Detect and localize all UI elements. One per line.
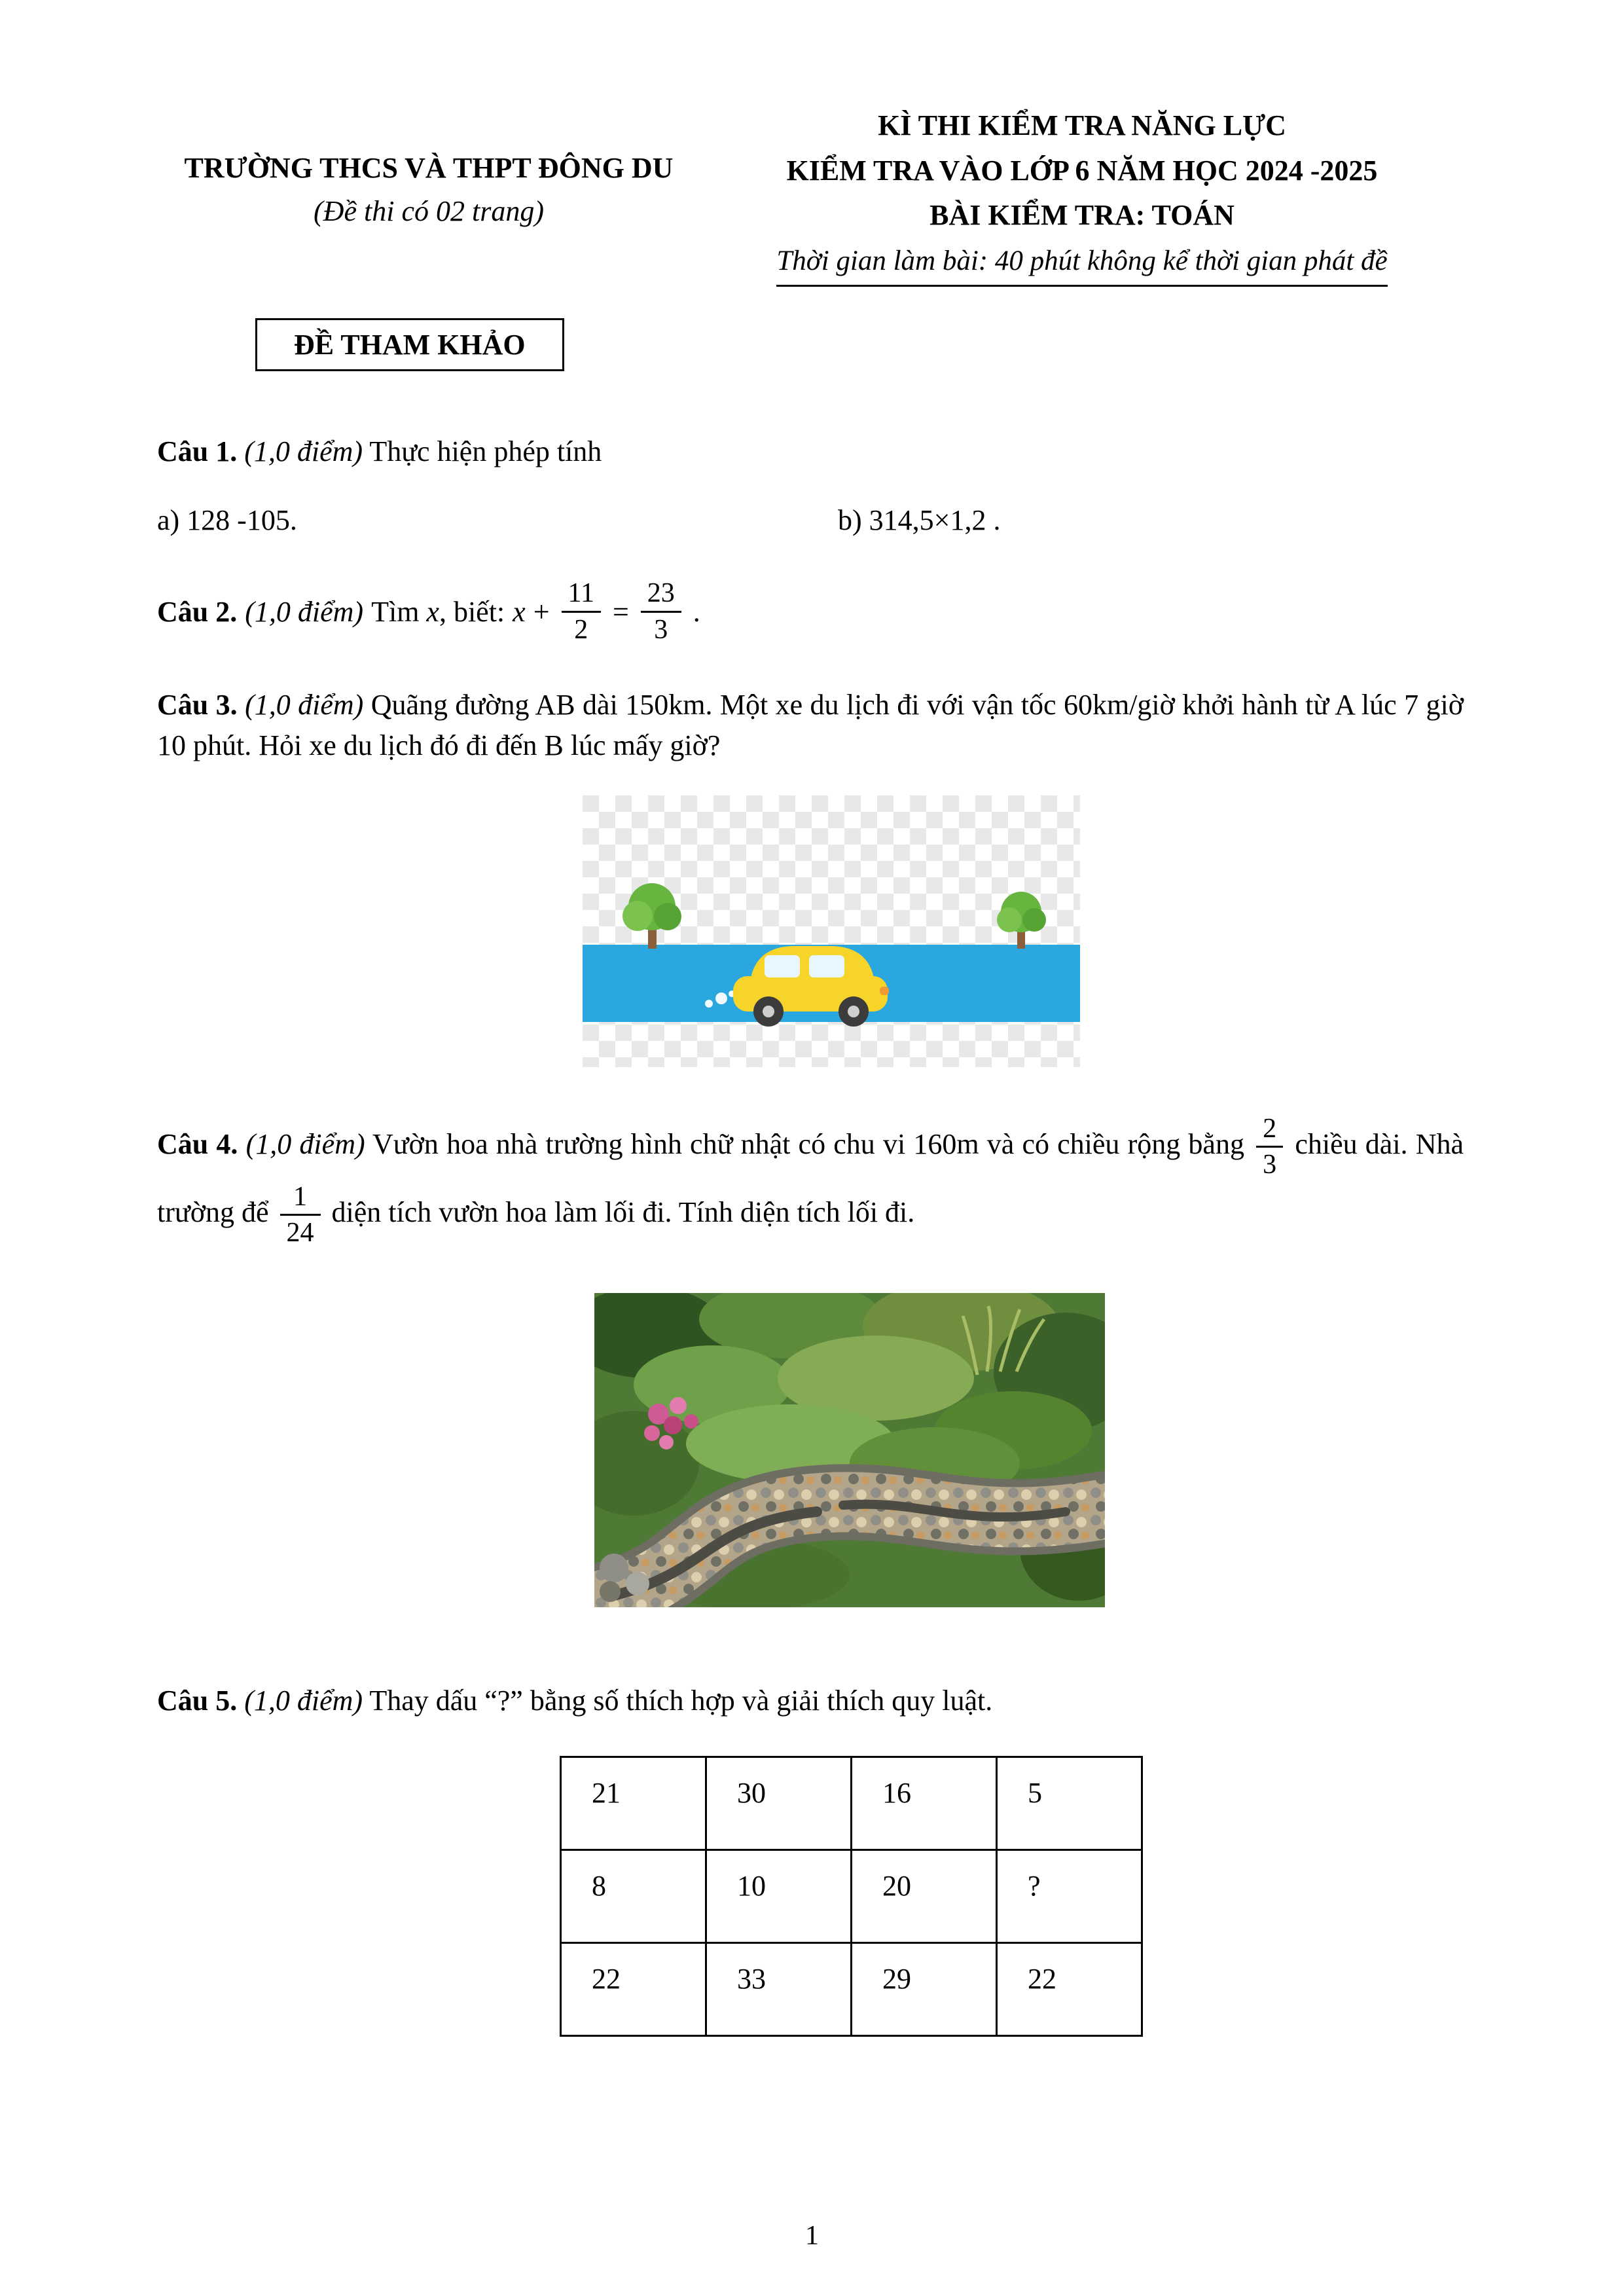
question-4 bbox=[157, 1113, 1464, 1248]
number-pattern-table bbox=[560, 1756, 1143, 2037]
plus-sign: + bbox=[533, 595, 550, 628]
question-5 bbox=[157, 1681, 1464, 1721]
question-1-label: Câu 1. bbox=[157, 435, 238, 467]
exam-header bbox=[157, 103, 1464, 287]
question-1-part-a: a) 128 -105. bbox=[157, 504, 297, 537]
garden-path-illustration bbox=[594, 1293, 1105, 1607]
question-4-points: (1,0 điểm) bbox=[245, 1127, 365, 1160]
table-cell: 8 bbox=[561, 1850, 706, 1942]
question-3-points: (1,0 điểm) bbox=[245, 689, 364, 721]
question-2-var: x bbox=[513, 595, 526, 628]
table-row bbox=[561, 1942, 1142, 2035]
table-cell: 22 bbox=[561, 1942, 706, 2035]
question-3-text: Quãng đường AB dài 150km. Một xe du lịch đi với vận tốc 60km/giờ khởi hành từ A lúc 7 giờ 10 phút. Hỏi xe du lịch đó đi đến B lúc mấy giờ? bbox=[157, 689, 1464, 762]
table-cell: 33 bbox=[706, 1942, 852, 2035]
question-4-label: Câu 4. bbox=[157, 1127, 238, 1160]
car-road-illustration bbox=[583, 795, 1080, 1067]
table-row bbox=[561, 1757, 1142, 1850]
exam-title-line1: KÌ THI KIỂM TRA NĂNG LỰC bbox=[878, 109, 1286, 141]
question-1-part-b: b) 314,5×1,2 . bbox=[838, 504, 1001, 537]
equals-sign: = bbox=[612, 595, 629, 628]
table-cell: 21 bbox=[561, 1757, 706, 1850]
fraction-2-3: $\frac{2}{3}$ bbox=[1256, 1113, 1283, 1181]
question-2 bbox=[157, 577, 1464, 646]
question-5-points: (1,0 điểm) bbox=[244, 1685, 363, 1717]
header-left bbox=[157, 103, 700, 233]
question-1-points: (1,0 điểm) bbox=[244, 435, 363, 467]
question-1-text: Thực hiện phép tính bbox=[369, 435, 602, 467]
question-4-text3: diện tích vườn hoa làm lối đi. Tính diện tích lối đi. bbox=[331, 1195, 915, 1228]
time-note: Thời gian làm bài: 40 phút không kể thời gian phát đề bbox=[776, 239, 1387, 287]
table-cell: 5 bbox=[997, 1757, 1142, 1850]
question-4-text2: chiều dài. Nhà trường để bbox=[157, 1127, 1464, 1228]
period: . bbox=[693, 595, 700, 628]
table-cell: 10 bbox=[706, 1850, 852, 1942]
question-4-text1: Vườn hoa nhà trường hình chữ nhật có chu vi 160m và có chiều rộng bằng bbox=[372, 1127, 1244, 1160]
question-3-label: Câu 3. bbox=[157, 689, 238, 721]
question-2-find: Tìm x, biết: bbox=[371, 595, 505, 628]
table-cell: 16 bbox=[852, 1757, 997, 1850]
car-road-svg bbox=[583, 795, 1080, 1067]
table-cell: 22 bbox=[997, 1942, 1142, 2035]
fraction-23-3: $\frac{23}{3}$ bbox=[641, 577, 681, 646]
page-number: 1 bbox=[805, 2221, 819, 2251]
exam-title-line3: BÀI KIỂM TRA: TOÁN bbox=[929, 199, 1235, 232]
school-name: TRƯỜNG THCS VÀ THPT ĐÔNG DU bbox=[184, 152, 674, 184]
question-1-parts bbox=[157, 503, 1464, 537]
fraction-11-2: $\frac{11}{2}$ bbox=[562, 577, 601, 646]
header-right bbox=[700, 103, 1464, 287]
question-2-label: Câu 2. bbox=[157, 595, 238, 628]
question-2-points: (1,0 điểm) bbox=[245, 595, 364, 628]
table-cell: ? bbox=[997, 1850, 1142, 1942]
reference-box: ĐỀ THAM KHẢO bbox=[255, 318, 564, 371]
table-cell: 30 bbox=[706, 1757, 852, 1850]
table-cell: 29 bbox=[852, 1942, 997, 2035]
question-5-label: Câu 5. bbox=[157, 1685, 238, 1717]
question-3 bbox=[157, 685, 1464, 767]
exam-title-line2: KIỂM TRA VÀO LỚP 6 NĂM HỌC 2024 -2025 bbox=[786, 154, 1378, 187]
fraction-1-24: $\frac{1}{24}$ bbox=[280, 1181, 321, 1249]
table-cell: 20 bbox=[852, 1850, 997, 1942]
question-5-text: Thay dấu “?” bằng số thích hợp và giải thích quy luật. bbox=[369, 1685, 993, 1717]
pages-note: (Đề thi có 02 trang) bbox=[314, 195, 544, 227]
garden-path-svg bbox=[594, 1293, 1105, 1607]
question-1 bbox=[157, 431, 1464, 472]
table-row bbox=[561, 1850, 1142, 1942]
